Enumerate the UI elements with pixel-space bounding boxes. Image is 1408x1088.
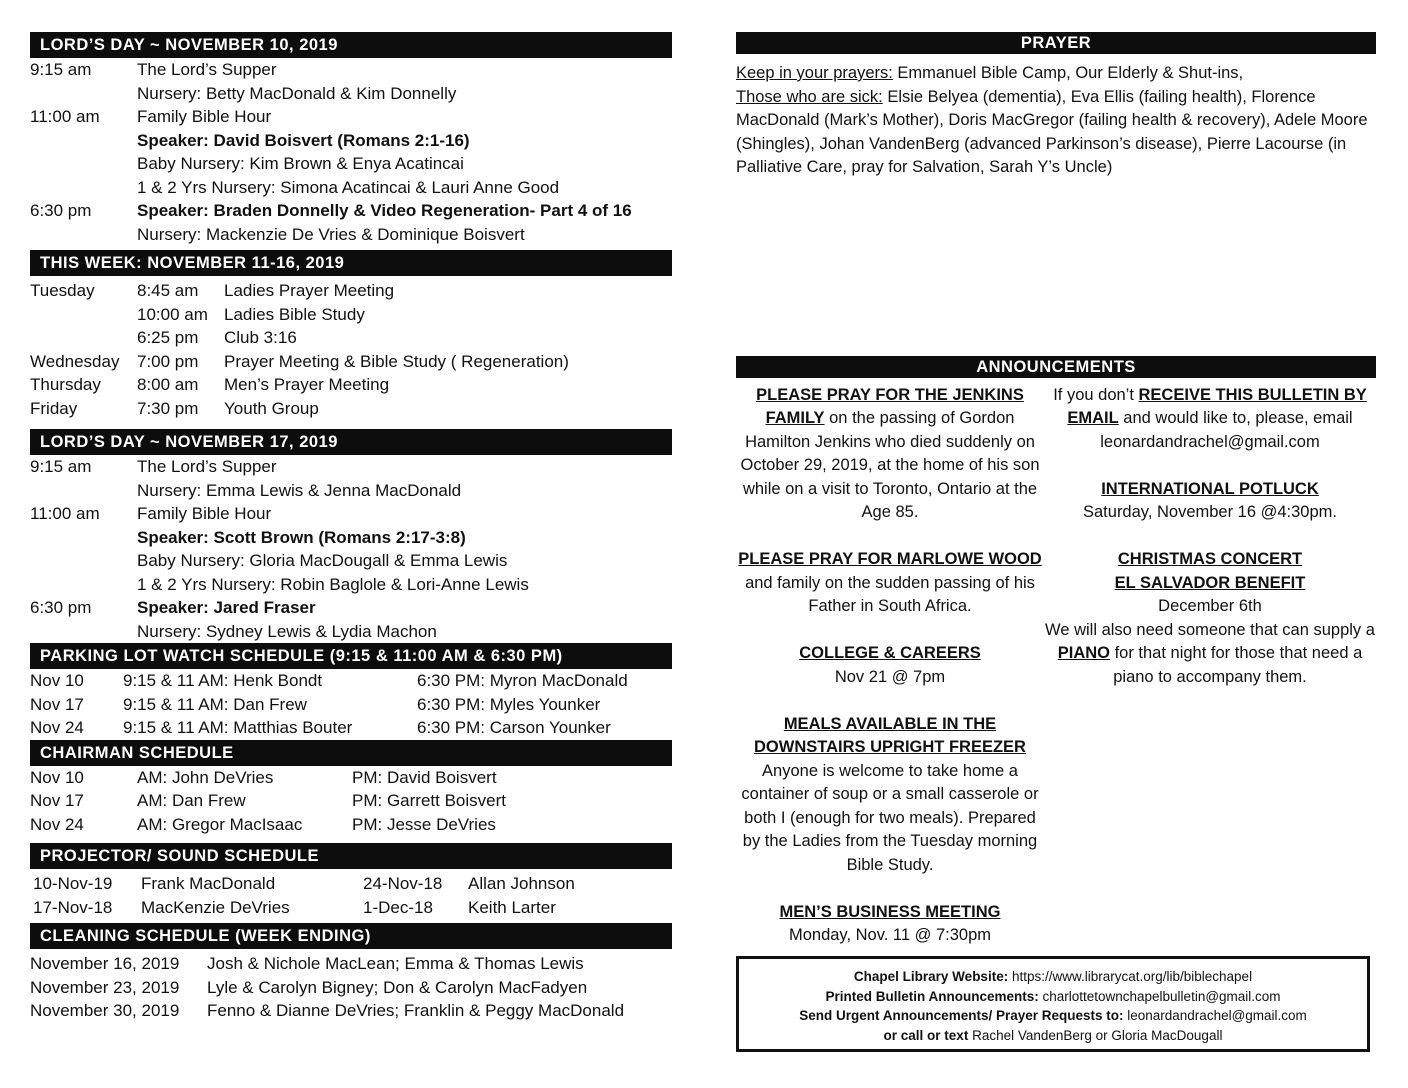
event: Nursery: Betty MacDonald & Kim Donnelly — [137, 83, 457, 103]
am-chair: AM: Gregor MacIsaac — [137, 814, 303, 834]
urgent-line — [739, 1006, 1367, 1026]
time — [30, 152, 137, 176]
announcement-heading: CHRISTMAS CONCERT — [1117, 550, 1303, 568]
schedule-row — [30, 573, 672, 597]
projector-row — [30, 872, 672, 896]
projector-list — [30, 872, 672, 919]
announcement-text: Saturday, November 16 @4:30pm. — [1083, 503, 1337, 521]
parking-row — [30, 693, 672, 717]
time — [30, 620, 137, 644]
event: 1 & 2 Yrs Nursery: Simona Acatincai & Lauri Anne Good — [137, 177, 560, 197]
college-announcement — [736, 642, 1044, 689]
date: Nov 10 — [30, 671, 84, 690]
email-announcement — [1044, 384, 1376, 455]
announcement-heading: PLEASE PRAY FOR THE JENKINS FAMILY — [756, 385, 1024, 427]
announcement-text: If you don’t — [1053, 385, 1139, 404]
cleaners: Josh & Nichole MacLean; Emma & Thomas Lewis — [207, 954, 584, 973]
schedule-row — [30, 58, 672, 82]
announcement-heading: COLLEGE & CAREERS — [799, 644, 981, 662]
email-link[interactable]: leonardandrachel@gmail.com — [1123, 1008, 1307, 1023]
right-column — [736, 32, 1376, 971]
announcement-text: and would like to, please, email leonardandrachel@gmail.com — [1100, 409, 1353, 451]
pm-chair: PM: Garrett Boisvert — [352, 791, 506, 810]
section-header-lords-day-1: LORD’S DAY ~ NOVEMBER 10, 2019 — [30, 32, 672, 58]
schedule-row — [30, 82, 672, 106]
website-line — [739, 967, 1367, 987]
section-header-prayer: PRAYER — [736, 32, 1376, 54]
time: 6:25 pm — [137, 328, 199, 347]
cleaners: Fenno & Dianne DeVries; Franklin & Peggy MacDonald — [207, 1001, 625, 1020]
week-row — [30, 397, 672, 421]
announcement-text: Monday, Nov. 11 @ 7:30pm — [788, 926, 991, 944]
time: 6:30 pm — [30, 598, 92, 617]
time: 11:00 am — [30, 504, 100, 523]
announcement-heading: PIANO — [1057, 644, 1110, 662]
jenkins-announcement — [736, 384, 1044, 525]
website-link[interactable]: https://www.librarycat.org/lib/biblechapel — [1008, 969, 1253, 984]
date: Nov 10 — [30, 767, 84, 787]
announcement-text: December 6th — [1158, 597, 1262, 615]
mens-meeting-announcement — [736, 901, 1044, 948]
event: Men’s Prayer Meeting — [224, 375, 390, 394]
pm-chair: PM: David Boisvert — [352, 767, 497, 787]
left-column — [30, 32, 672, 1023]
parking-row — [30, 716, 672, 740]
time: 10:00 am — [137, 304, 208, 324]
schedule-row — [30, 502, 672, 526]
marlowe-announcement — [736, 548, 1044, 619]
event: Family Bible Hour — [137, 107, 272, 126]
schedule-row — [30, 129, 672, 153]
announcement-heading: MEN’S BUSINESS MEETING — [779, 902, 1001, 921]
date: November 30, 2019 — [30, 1001, 180, 1020]
week-row — [30, 373, 672, 397]
time — [30, 573, 137, 597]
time — [30, 549, 137, 573]
section-header-announcements: ANNOUNCEMENTS — [736, 356, 1376, 378]
parking-list — [30, 669, 672, 740]
cleaning-row — [30, 976, 672, 1000]
time — [30, 82, 137, 106]
schedule-row — [30, 526, 672, 550]
keep-text: Emmanuel Bible Camp, Our Elderly & Shut-ins, — [892, 64, 1244, 82]
pm-volunteer: 6:30 PM: Myles Younker — [417, 694, 601, 714]
this-week-list — [30, 279, 672, 420]
section-header-projector: PROJECTOR/ SOUND SCHEDULE — [30, 843, 672, 869]
time: 7:30 pm — [137, 398, 199, 418]
event: Ladies Bible Study — [224, 304, 365, 324]
event: Baby Nursery: Kim Brown & Enya Acatincai — [137, 154, 464, 173]
schedule-row — [30, 549, 672, 573]
time: 9:15 am — [30, 60, 92, 79]
operator: MacKenzie DeVries — [141, 897, 290, 917]
schedule-row — [30, 105, 672, 129]
announcement-heading: EL SALVADOR BENEFIT — [1114, 573, 1306, 592]
cleaning-row — [30, 999, 672, 1023]
operator: Keith Larter — [468, 897, 556, 917]
time — [30, 479, 137, 503]
speaker: Speaker: Jared Fraser — [137, 598, 316, 617]
day — [30, 326, 137, 350]
section-header-lords-day-2: LORD’S DAY ~ NOVEMBER 17, 2019 — [30, 429, 672, 455]
schedule-row — [30, 479, 672, 503]
event: Nursery: Sydney Lewis & Lydia Machon — [137, 621, 437, 641]
meals-announcement — [736, 713, 1044, 878]
section-header-cleaning: CLEANING SCHEDULE (WEEK ENDING) — [30, 923, 672, 949]
potluck-announcement — [1044, 478, 1376, 525]
date: 1-Dec-18 — [363, 897, 433, 917]
section-header-chairman: CHAIRMAN SCHEDULE — [30, 740, 672, 766]
day — [30, 303, 137, 327]
day: Tuesday — [30, 281, 95, 300]
sick-label: Those who are sick: — [736, 87, 883, 106]
date: November 16, 2019 — [30, 954, 180, 973]
schedule-row — [30, 152, 672, 176]
time: 11:00 am — [30, 107, 100, 126]
email-link[interactable]: charlottetownchapelbulletin@gmail.com — [1038, 988, 1281, 1004]
announcement-heading: RECEIVE THIS BULLETIN BY EMAIL — [1067, 385, 1367, 427]
date: 10-Nov-19 — [33, 874, 113, 893]
lords-day-1-list — [30, 58, 672, 246]
announcements-body — [736, 384, 1376, 972]
event: Nursery: Emma Lewis & Jenna MacDonald — [137, 480, 462, 500]
time: 8:00 am — [137, 375, 199, 394]
time: 7:00 pm — [137, 351, 199, 371]
info-label: Send Urgent Announcements/ Prayer Requests to: — [799, 1008, 1124, 1023]
speaker: Speaker: Scott Brown (Romans 2:17-3:8) — [137, 527, 466, 547]
operator: Allan Johnson — [468, 874, 575, 893]
time: 8:45 am — [137, 281, 199, 300]
prayer-text — [736, 62, 1376, 180]
pm-volunteer: 6:30 PM: Carson Younker — [417, 718, 611, 737]
week-row — [30, 326, 672, 350]
section-header-this-week: THIS WEEK: NOVEMBER 11-16, 2019 — [30, 250, 672, 276]
event: 1 & 2 Yrs Nursery: Robin Baglole & Lori-Anne Lewis — [137, 574, 529, 594]
date: Nov 17 — [30, 791, 84, 810]
week-row — [30, 279, 672, 303]
contact-info-box — [736, 956, 1370, 1052]
speaker: Speaker: Braden Donnelly & Video Regeneration- Part 4 of 16 — [137, 201, 632, 220]
announcement-text: Nov 21 @ 7pm — [834, 667, 946, 686]
day: Thursday — [30, 375, 101, 394]
schedule-row — [30, 596, 672, 620]
info-text: Rachel VandenBerg or Gloria MacDougall — [968, 1027, 1223, 1043]
pm-chair: PM: Jesse DeVries — [352, 814, 496, 834]
week-row — [30, 303, 672, 327]
cleaning-row — [30, 952, 672, 976]
time — [30, 526, 137, 550]
cleaners: Lyle & Carolyn Bigney; Don & Carolyn MacFadyen — [207, 977, 588, 997]
announcement-heading: INTERNATIONAL POTLUCK — [1101, 479, 1319, 498]
chairman-row — [30, 813, 672, 837]
sick-text: Elsie Belyea (dementia), Eva Ellis (failing health), Florence MacDonald (Mark’s Mother), Doris MacGregor (failing health & recovery), Adele Moore (Shingles), Johan VandenBerg (advanced Parkinson’s disease), Pierre Lacourse (in Palliative Care, pray for Salvation, Sarah Y’s Uncle) — [736, 87, 1368, 176]
announcement-text: Anyone is welcome to take home a container of soup or a small casserole or both I (enough for two meals). Prepared by the Ladies from the Tuesday morning Bible Study. — [741, 761, 1039, 874]
announcements-col-1 — [736, 384, 1044, 972]
date: 24-Nov-18 — [363, 874, 443, 893]
schedule-row — [30, 620, 672, 644]
event: The Lord’s Supper — [137, 457, 277, 476]
lords-day-2-list — [30, 455, 672, 643]
time — [30, 129, 137, 153]
pm-volunteer: 6:30 PM: Myron MacDonald — [417, 671, 628, 690]
event: Baby Nursery: Gloria MacDougall & Emma Lewis — [137, 551, 508, 570]
parking-row — [30, 669, 672, 693]
chairman-row — [30, 766, 672, 790]
chairman-list — [30, 766, 672, 837]
date: Nov 17 — [30, 694, 84, 714]
cleaning-list — [30, 952, 672, 1023]
info-label: Printed Bulletin Announcements: — [825, 988, 1039, 1004]
concert-announcement — [1044, 548, 1376, 689]
date: Nov 24 — [30, 718, 84, 737]
am-volunteer: 9:15 & 11 AM: Dan Frew — [123, 694, 307, 714]
am-volunteer: 9:15 & 11 AM: Henk Bondt — [123, 671, 323, 690]
event: Club 3:16 — [224, 328, 297, 347]
announcement-text: for that night for those that need a piano to accompany them. — [1110, 644, 1363, 686]
info-label: Chapel Library Website: — [853, 969, 1009, 984]
call-line — [739, 1026, 1367, 1046]
event: Prayer Meeting & Bible Study ( Regeneration) — [224, 351, 569, 371]
projector-row — [30, 896, 672, 920]
event: Nursery: Mackenzie De Vries & Dominique Boisvert — [137, 224, 525, 244]
announcements-col-2 — [1044, 384, 1376, 972]
announcement-text: and family on the sudden passing of his Father in South Africa. — [745, 573, 1035, 615]
am-chair: AM: John DeVries — [137, 767, 274, 787]
time: 9:15 am — [30, 457, 92, 476]
speaker: Speaker: David Boisvert (Romans 2:1-16) — [137, 130, 470, 150]
operator: Frank MacDonald — [141, 874, 276, 893]
date: 17-Nov-18 — [33, 897, 113, 917]
event: Youth Group — [224, 398, 319, 418]
keep-label: Keep in your prayers: — [736, 64, 893, 82]
am-volunteer: 9:15 & 11 AM: Matthias Bouter — [123, 718, 353, 737]
am-chair: AM: Dan Frew — [137, 791, 246, 810]
event: Family Bible Hour — [137, 504, 272, 523]
announcement-heading: PLEASE PRAY FOR MARLOWE WOOD — [738, 550, 1042, 568]
date: Nov 24 — [30, 814, 84, 834]
chairman-row — [30, 789, 672, 813]
schedule-row — [30, 176, 672, 200]
time: 6:30 pm — [30, 201, 92, 220]
event: The Lord’s Supper — [137, 60, 277, 79]
time — [30, 176, 137, 200]
announcement-text: on the passing of Gordon Hamilton Jenkins who died suddenly on October 29, 2019, at the home of his son while on a visit to Toronto, Ontario at the Age 85. — [740, 409, 1040, 521]
day: Friday — [30, 398, 78, 418]
printed-line — [739, 987, 1367, 1007]
schedule-row — [30, 199, 672, 223]
announcement-heading: MEALS AVAILABLE IN THE DOWNSTAIRS UPRIGHT FREEZER — [754, 714, 1026, 756]
section-header-parking: PARKING LOT WATCH SCHEDULE (9:15 & 11:00 AM & 6:30 PM) — [30, 643, 672, 669]
day: Wednesday — [30, 351, 120, 371]
announcement-text: We will also need someone that can supply a — [1045, 620, 1375, 639]
date: November 23, 2019 — [30, 977, 180, 997]
time — [30, 223, 137, 247]
info-label: or call or text — [883, 1027, 969, 1043]
schedule-row — [30, 223, 672, 247]
week-row — [30, 350, 672, 374]
event: Ladies Prayer Meeting — [224, 281, 395, 300]
schedule-row — [30, 455, 672, 479]
